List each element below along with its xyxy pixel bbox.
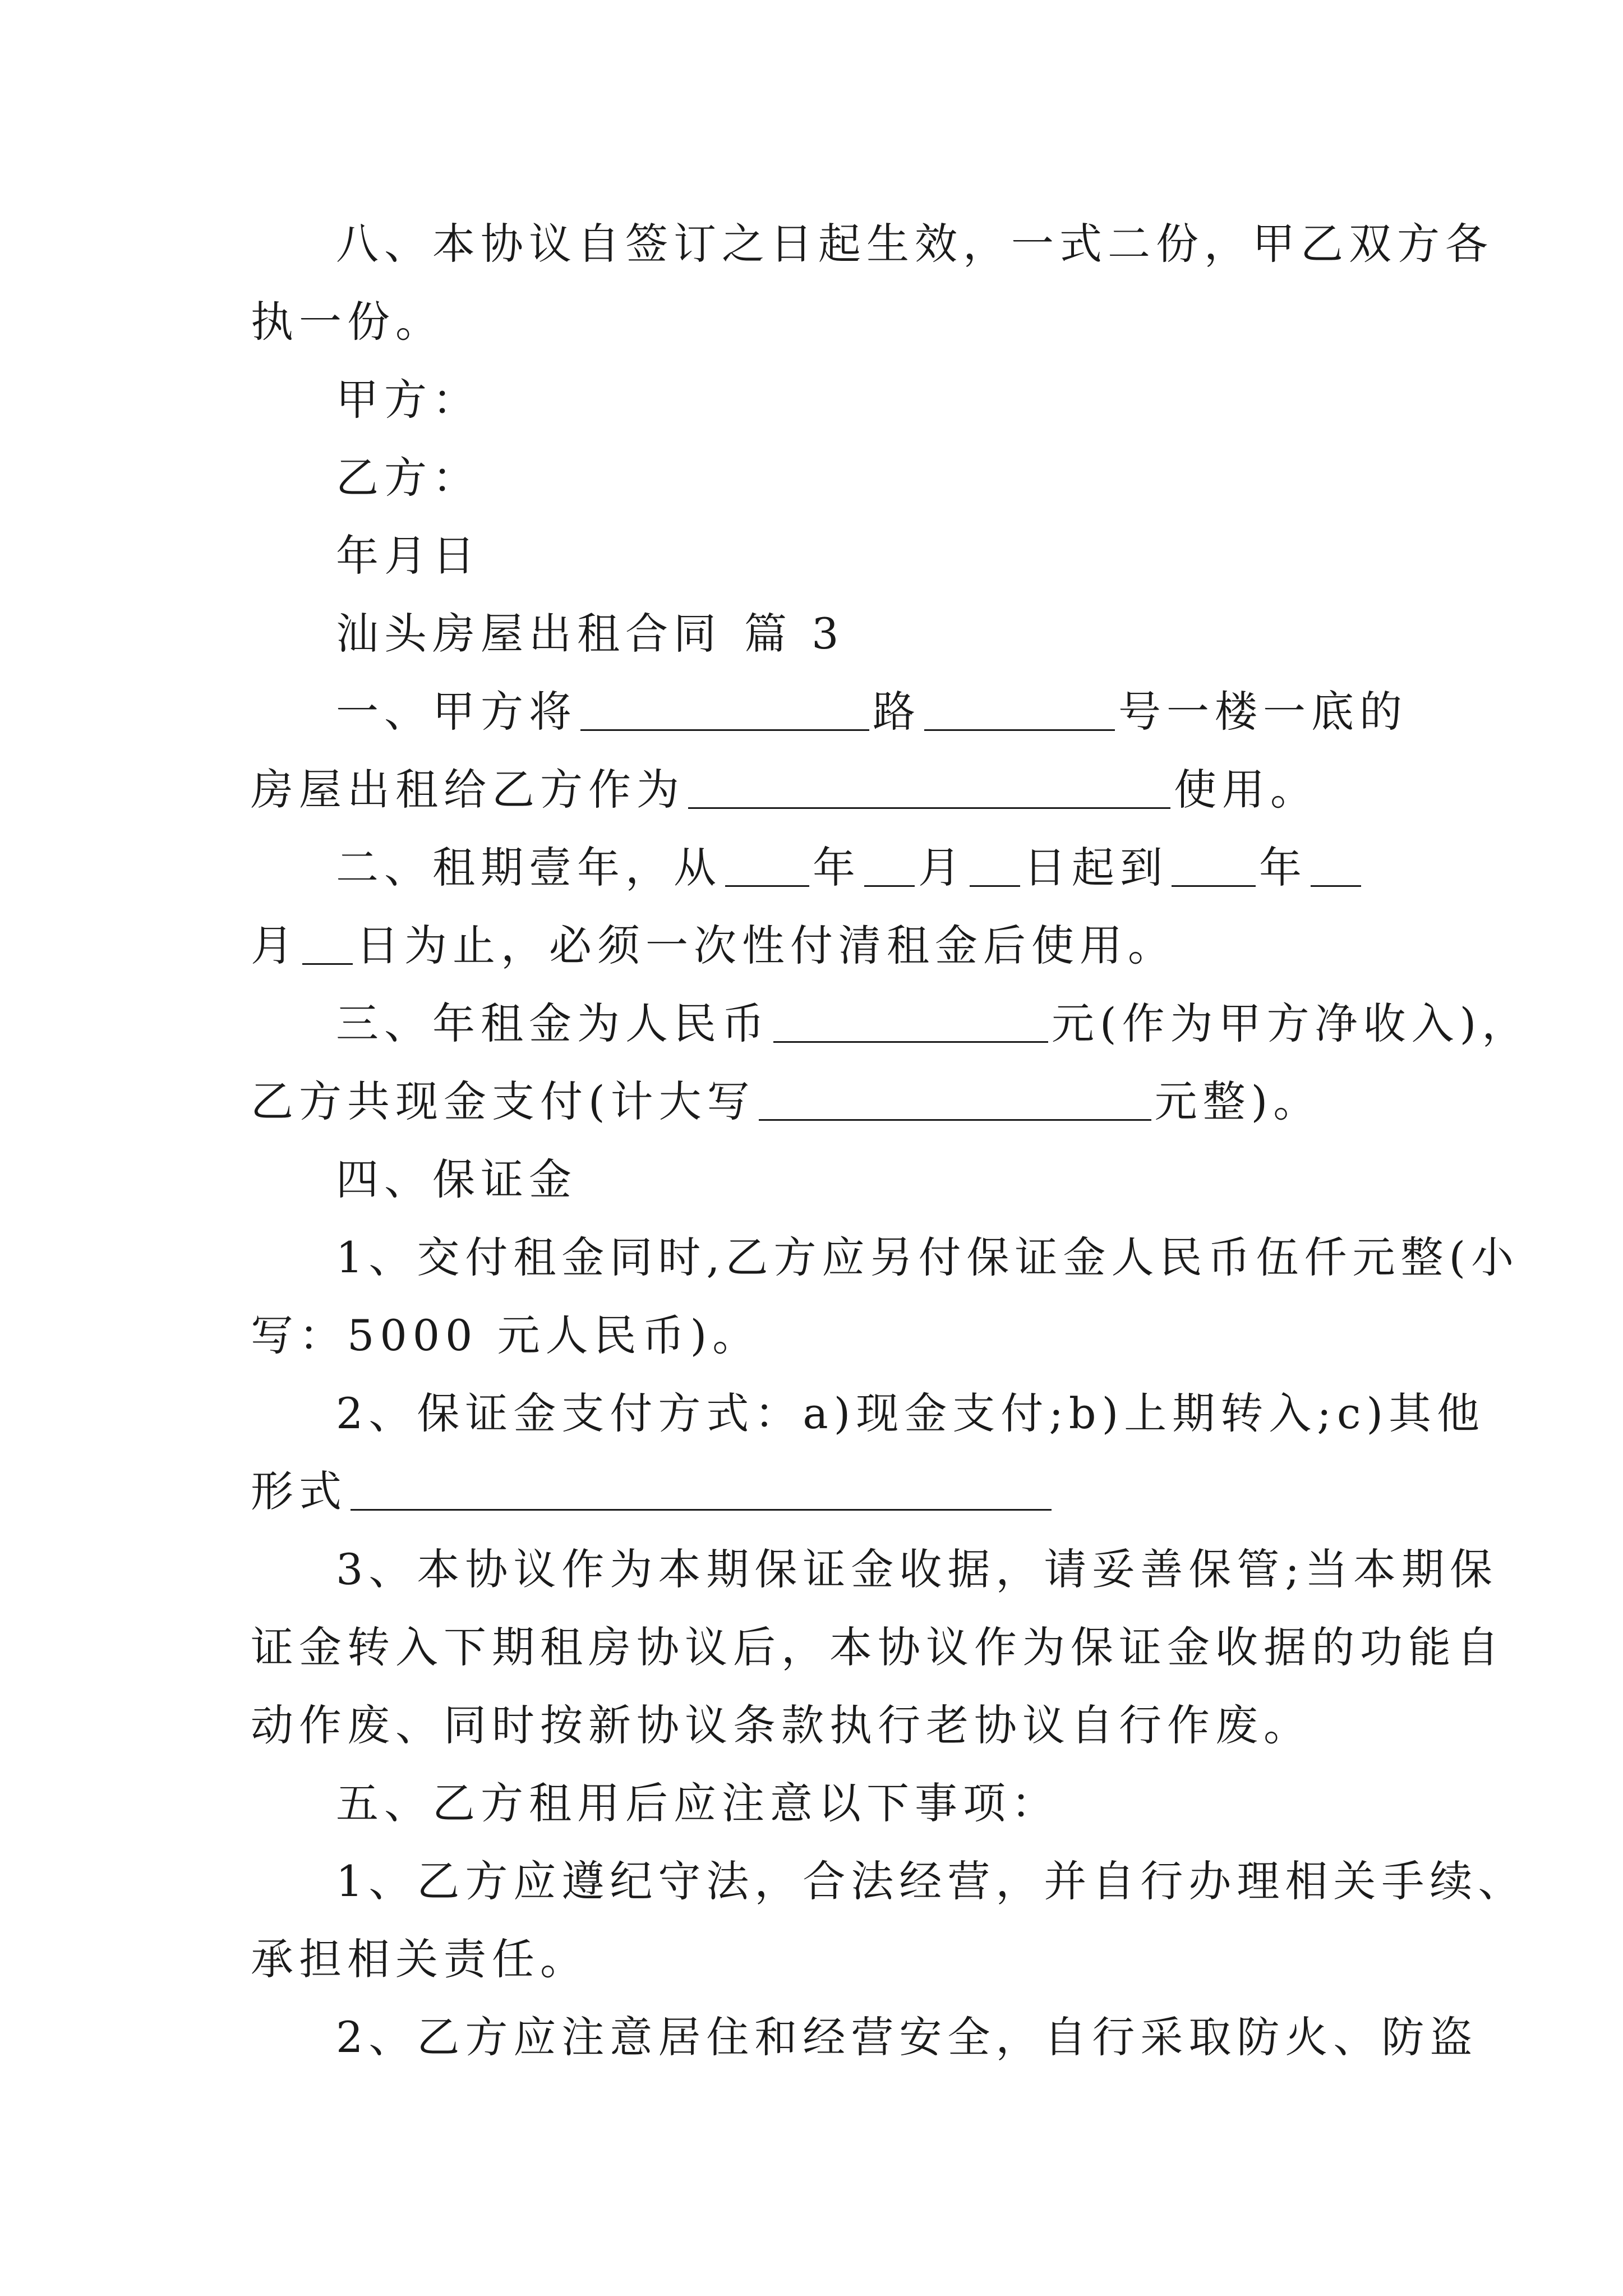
article-3-line-2 <box>251 1062 1389 1140</box>
rent-amount-blank <box>773 997 1048 1043</box>
article-5-title: 五、乙方租用后应注意以下事项： <box>336 1778 1059 1828</box>
article-4-item-1-line-2: 写：5000 元人民币)。 <box>251 1310 761 1360</box>
party-b-label: 乙方： <box>336 453 481 503</box>
start-month-blank <box>864 841 915 887</box>
start-year-blank <box>725 841 809 887</box>
end-month-blank-part <box>1311 841 1361 887</box>
article-4-item-2-text: 形式 <box>251 1466 347 1516</box>
article-1-line-1 <box>251 673 1408 751</box>
clause-8-line-2: 执一份。 <box>251 297 444 347</box>
usage-blank <box>688 763 1170 809</box>
document-body <box>251 205 1530 2076</box>
contract-title: 汕头房屋出租合同 <box>336 609 722 659</box>
contract-heading <box>251 595 1389 673</box>
article-2-text-f: 月 <box>251 921 299 970</box>
article-2-text-c: 月 <box>918 843 966 892</box>
number-blank <box>924 685 1115 731</box>
article-4-title: 四、保证金 <box>336 1154 577 1204</box>
article-3-text-a: 三、年租金为人民币 <box>336 999 770 1048</box>
article-5-item-2-line-1: 2、乙方应注意居住和经营安全，自行采取防火、防盗 <box>336 2012 1478 2062</box>
end-year-blank <box>1172 841 1256 887</box>
article-2-text-g: 日为止，必须一次性付清租金后使用。 <box>356 921 1176 970</box>
article-1-text-e: 使用。 <box>1174 765 1318 815</box>
article-1-text-a: 一、甲方将 <box>336 687 577 737</box>
date-label: 年月日 <box>336 531 481 581</box>
contract-section-number: 篇 3 <box>744 609 845 659</box>
article-1-text-d: 房屋出租给乙方作为 <box>251 765 685 815</box>
article-2-text-a: 二、租期壹年，从 <box>336 843 722 892</box>
party-a-label: 甲方： <box>336 375 481 425</box>
article-2-line-2 <box>251 907 1389 984</box>
article-1-text-b: 路 <box>873 687 921 737</box>
article-5-item-1-line-1: 1、乙方应遵纪守法，合法经营，并自行办理相关手续、 <box>336 1856 1527 1906</box>
clause-8-line-1: 八、本协议自签订之日起生效，一式二份，甲乙双方各 <box>336 219 1493 269</box>
end-day-blank <box>302 919 353 965</box>
article-4-item-3-line-3: 动作废、同时按新协议条款执行老协议自行作废。 <box>251 1700 1312 1750</box>
article-3-text-c: 乙方共现金支付(计大写 <box>251 1076 755 1126</box>
article-1-line-2 <box>251 751 1389 829</box>
other-method-blank <box>351 1465 1052 1511</box>
article-4-item-3-line-2: 证金转入下期租房协议后，本协议作为保证金收据的功能自 <box>251 1622 1505 1672</box>
article-4-item-1-line-1: 1、交付租金同时,乙方应另付保证金人民币伍仟元整(小 <box>336 1232 1520 1282</box>
rent-amount-words-blank <box>759 1075 1151 1121</box>
article-2-line-1 <box>251 829 1389 907</box>
article-3-text-b: 元(作为甲方净收入)， <box>1052 999 1530 1048</box>
start-day-blank <box>970 841 1020 887</box>
article-2-text-b: 年 <box>813 843 861 892</box>
article-4-item-2-line-2 <box>251 1452 1389 1530</box>
article-5-item-1-line-2: 承担相关责任。 <box>251 1934 588 1984</box>
article-4-item-2-line-1: 2、保证金支付方式：a)现金支付;b)上期转入;c)其他 <box>336 1388 1486 1438</box>
article-3-line-1 <box>251 984 1530 1062</box>
article-3-text-d: 元整)。 <box>1154 1076 1322 1126</box>
road-blank <box>580 685 869 731</box>
article-2-text-d: 日起到 <box>1023 843 1168 892</box>
article-1-text-c: 号一楼一底的 <box>1118 687 1408 737</box>
article-4-item-3-line-1: 3、本协议作为本期保证金收据，请妥善保管;当本期保 <box>336 1544 1498 1594</box>
article-2-text-e: 年 <box>1259 843 1307 892</box>
